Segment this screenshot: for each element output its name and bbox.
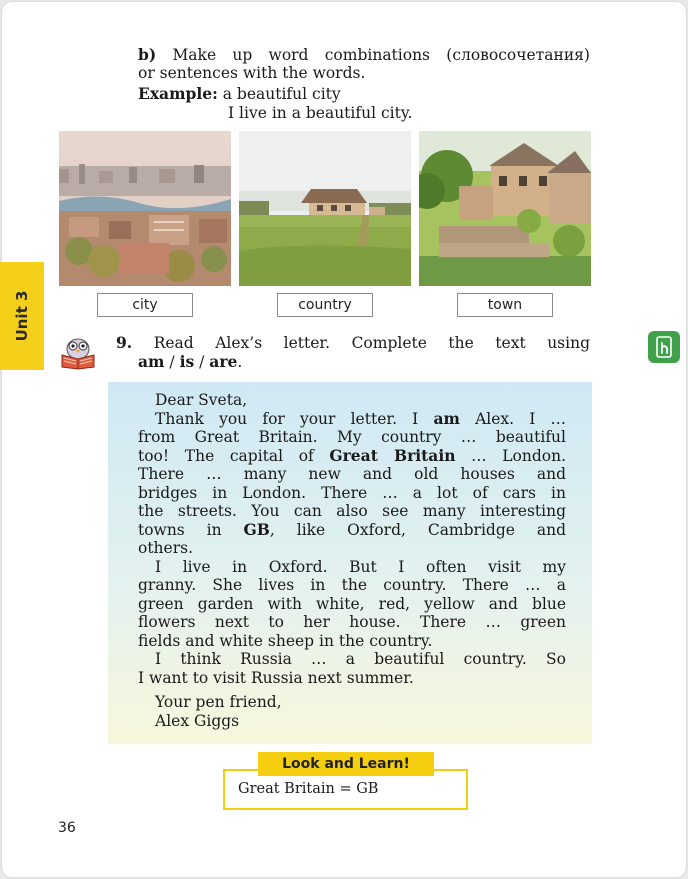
town-label: town <box>457 293 553 317</box>
letter-line: green garden with white, red, yellow and blue <box>138 594 566 613</box>
letter-line: the streets. You can also see many interesting <box>138 502 566 520</box>
tap-finger-icon[interactable] <box>648 331 680 363</box>
letter-line: There … many new and old houses and <box>138 465 566 483</box>
task-b-line1: b) Make up word combinations (словосочетания) <box>138 45 590 64</box>
example-line: Example: a beautiful city <box>138 84 341 103</box>
letter-line: others. <box>138 539 194 557</box>
town-photo <box>419 131 591 286</box>
exercise-9-words: am / is / are. <box>138 352 243 371</box>
letter-line: Thank you for your letter. I am Alex. I … <box>155 408 567 428</box>
look-and-learn-title: Look and Learn! <box>258 752 434 776</box>
letter-line: towns in GB, like Oxford, Cambridge and <box>138 519 566 539</box>
example-sentence: I live in a beautiful city. <box>228 104 413 122</box>
city-label: city <box>97 293 193 317</box>
letter-line: too! The capital of Great Britain … London. <box>138 445 566 465</box>
letter-text <box>138 391 566 730</box>
letter-line: I think Russia … a beautiful country. So <box>155 650 566 668</box>
letter-line: fields and white sheep in the country. <box>138 631 433 650</box>
task-b-line2: or sentences with the words. <box>138 64 366 82</box>
letter-greeting: Dear Sveta, <box>155 391 248 409</box>
letter-signature: Alex Giggs <box>155 711 240 730</box>
letter-line: from Great Britain. My country … beautiful <box>138 428 566 446</box>
letter-line: bridges in London. There … a lot of cars in <box>138 483 566 502</box>
city-photo <box>59 131 231 286</box>
owl-reading-icon <box>58 331 98 371</box>
exercise-9-instruction: 9. Read Alex’s letter. Complete the text using <box>116 333 590 352</box>
letter-closing: Your pen friend, <box>155 693 282 711</box>
letter-line: I want to visit Russia next summer. <box>138 668 414 687</box>
letter-line: I live in Oxford. But I often visit my <box>155 557 566 576</box>
unit-tab[interactable] <box>0 262 44 370</box>
look-and-learn-text: Great Britain = GB <box>238 781 379 797</box>
country-label: country <box>277 293 373 317</box>
country-photo <box>239 131 411 286</box>
letter-line: granny. She lives in the country. There … a <box>138 576 566 594</box>
letter-line: flowers next to her house. There … green <box>138 613 566 631</box>
page-number: 36 <box>58 820 76 836</box>
unit-tab-label: Unit 3 <box>13 290 31 342</box>
